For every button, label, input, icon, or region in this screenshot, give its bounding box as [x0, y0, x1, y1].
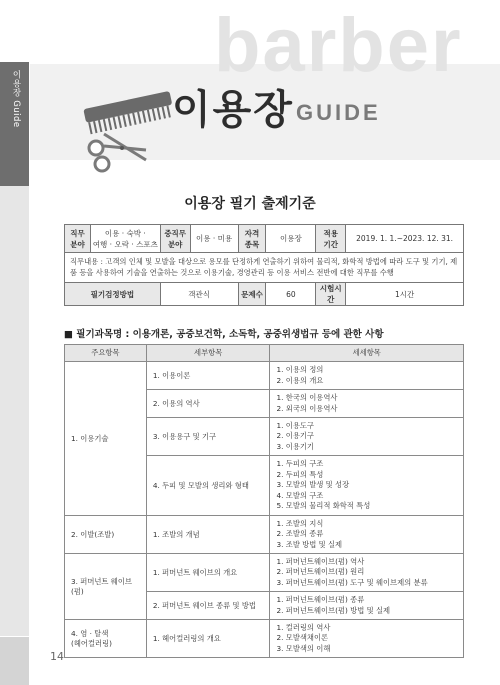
bottom-margin-strip	[0, 637, 29, 685]
header-sub-item: 세부항목	[146, 345, 270, 362]
sub-item: 1. 조발의 개념	[146, 516, 270, 554]
detail-items: 1. 컬러링의 역사 2. 모발색채이론 3. 모발색의 이해	[270, 620, 464, 658]
subfield-label: 중직무 분야	[160, 225, 190, 253]
field-label: 직무 분야	[65, 225, 91, 253]
detail-items: 1. 이용의 정의 2. 이용의 개요	[270, 362, 464, 390]
sub-item: 2. 퍼머넌트 웨이브 종류 및 방법	[146, 592, 270, 620]
subfield-value: 이용 · 미용	[190, 225, 238, 253]
duty-description: 직무내용 : 고객의 인체 및 모발을 대상으로 용모를 단정하게 연출하기 위하여 물리적, 화학적 방법에 따라 도구 및 기기, 제품 등을 사용하여 기술을 연출하는 것으로 이용기술, 경영관리 등 이용 서비스 전반에 대한 직무를 수행	[65, 253, 464, 283]
detail-items: 1. 두피의 구조 2. 두피의 특성 3. 모발의 발생 및 성장 4. 모발의 구조 5. 모발의 물리적 화학적 특성	[270, 456, 464, 516]
cert-value: 이용장	[266, 225, 316, 253]
exam-info-table	[64, 224, 464, 306]
detail-items: 1. 퍼머넌트웨이브(펌) 역사 2. 퍼머넌트웨이브(펌) 원리 3. 퍼머넌트웨이브(펌) 도구 및 웨이브제의 분류	[270, 554, 464, 592]
period-label: 적용 기간	[316, 225, 346, 253]
page-title: 이용장	[172, 87, 294, 133]
period-value: 2019. 1. 1.~2023. 12. 31.	[346, 225, 464, 253]
header-background-word: barber	[214, 3, 463, 88]
sub-item: 1. 헤어컬러링의 개요	[146, 620, 270, 658]
detail-items: 1. 한국의 이용역사 2. 외국의 이용역사	[270, 390, 464, 418]
main-item: 4. 염 · 탈색 (헤어컬러링)	[65, 620, 147, 658]
cert-label: 자격 종목	[238, 225, 266, 253]
page-number: 14	[50, 650, 64, 663]
field-value: 이용 · 숙박 · 여행 · 오락 · 스포츠	[90, 225, 160, 253]
header-detail-item: 세세항목	[270, 345, 464, 362]
header-main-item: 주요항목	[65, 345, 147, 362]
syllabus-table	[64, 344, 464, 658]
sub-item: 1. 퍼머넌트 웨이브의 개요	[146, 554, 270, 592]
main-item: 2. 이발(조발)	[65, 516, 147, 554]
time-label: 시험시간	[316, 283, 346, 306]
side-margin-strip	[0, 186, 29, 636]
comb-scissors-icon	[60, 88, 180, 178]
main-item: 1. 이용기술	[65, 362, 147, 516]
sub-item: 3. 이용용구 및 기구	[146, 418, 270, 456]
questions-value: 60	[266, 283, 316, 306]
page-title-guide: GUIDE	[296, 100, 381, 125]
detail-items: 1. 이용도구 2. 이용기구 3. 이용기기	[270, 418, 464, 456]
detail-items: 1. 조발의 지식 2. 조발의 종류 3. 조발 방법 및 실제	[270, 516, 464, 554]
side-tab-label: 이용장 Guide	[11, 70, 21, 128]
detail-items: 1. 퍼머넌트웨이브(펌) 종류 2. 퍼머넌트웨이브(펌) 방법 및 실제	[270, 592, 464, 620]
method-label: 필기검정방법	[65, 283, 161, 306]
questions-label: 문제수	[238, 283, 266, 306]
exam-criteria-title: 이용장 필기 출제기준	[184, 196, 316, 212]
method-value: 객관식	[160, 283, 238, 306]
sub-item: 4. 두피 및 모발의 생리와 형태	[146, 456, 270, 516]
sub-item: 2. 이용의 역사	[146, 390, 270, 418]
main-item: 3. 퍼머넌트 웨이브(펌)	[65, 554, 147, 620]
time-value: 1시간	[346, 283, 464, 306]
sub-item: 1. 이용이론	[146, 362, 270, 390]
subject-section-title: ■ 필기과목명 : 이용개론, 공중보건학, 소독학, 공중위생법규 등에 관한 사항	[64, 329, 384, 340]
